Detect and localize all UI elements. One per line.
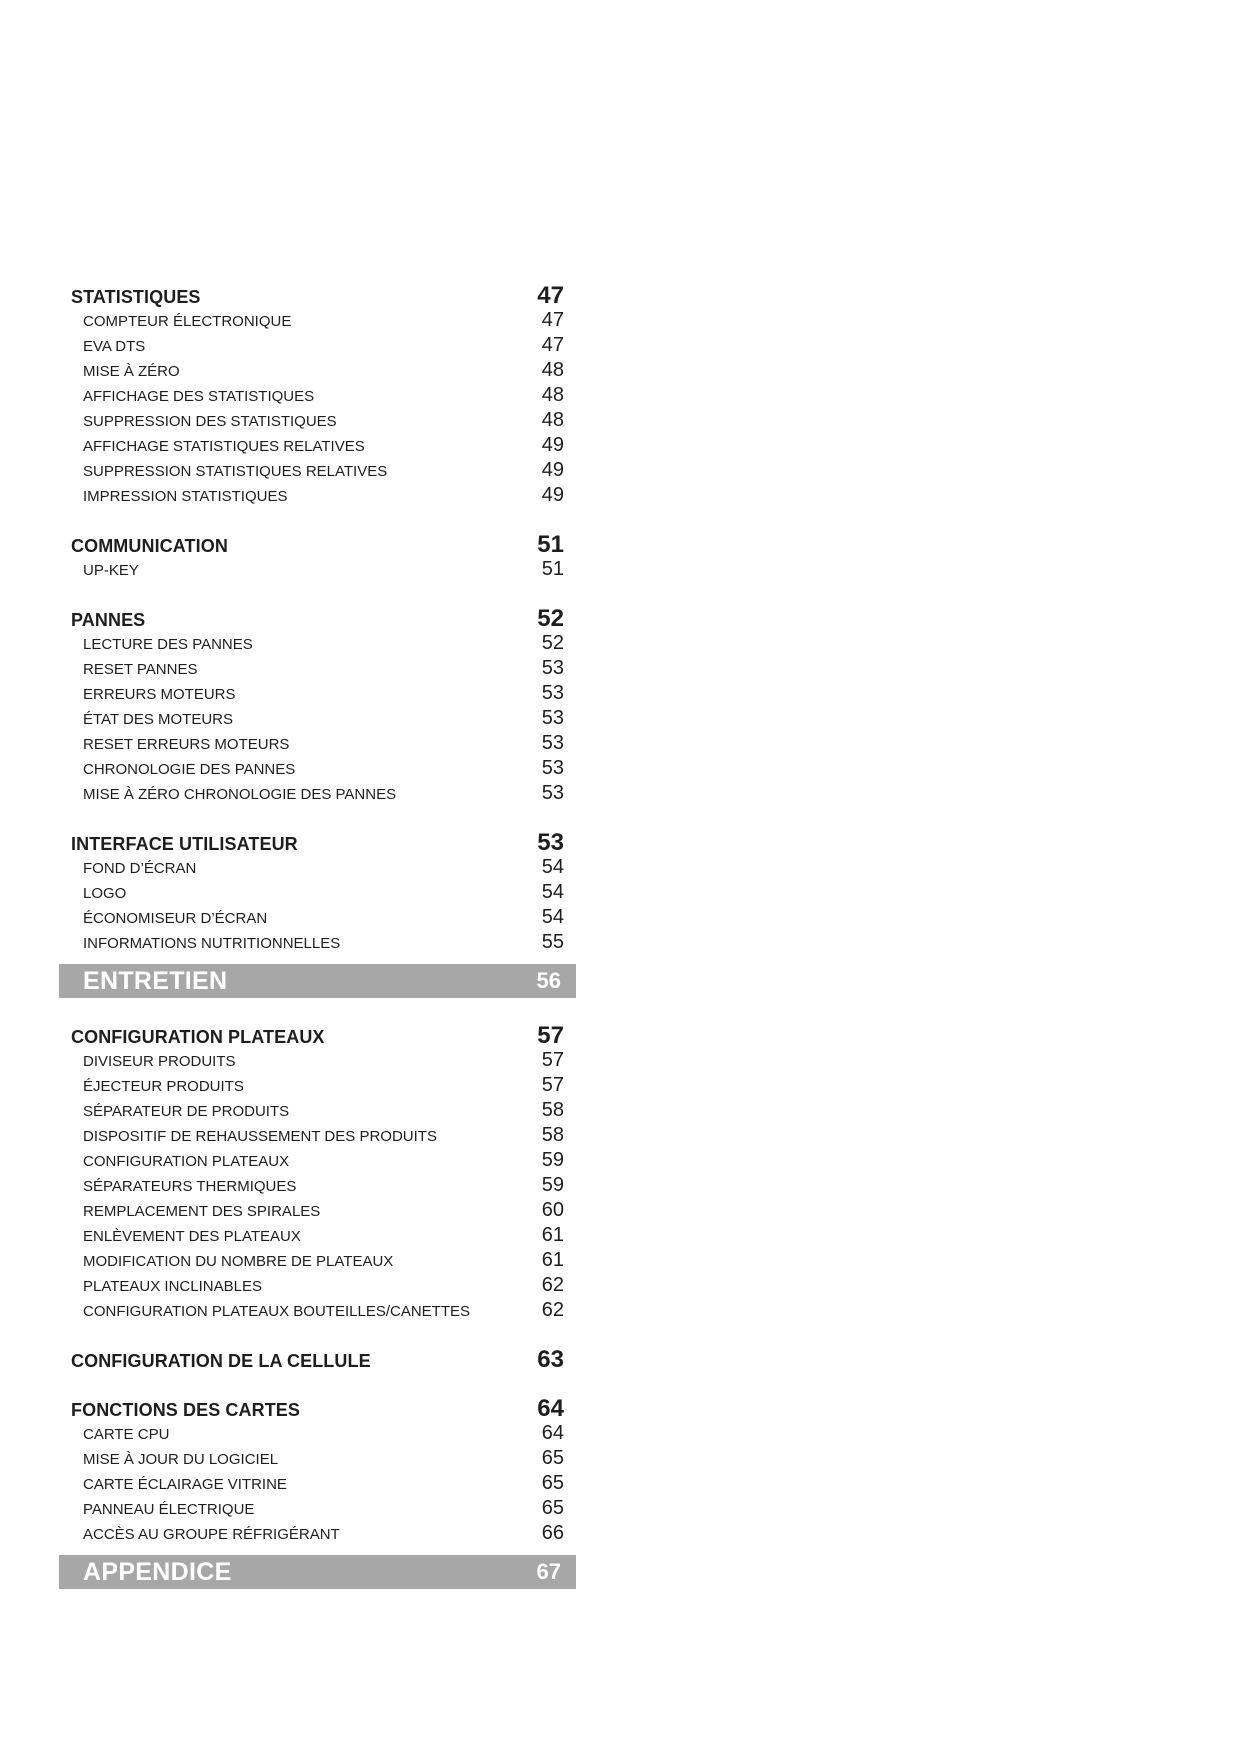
toc-section-entry[interactable]: [59, 1395, 576, 1422]
toc-entry-page-number: 54: [541, 881, 564, 903]
toc-entry-page-number: 53: [537, 829, 564, 856]
toc-entry-title: PANNEAU ÉLECTRIQUE: [83, 1501, 255, 1518]
toc-subsection-entry[interactable]: [59, 309, 576, 334]
toc-entry-page-number: 48: [541, 384, 564, 406]
toc-entry-page-number: 61: [541, 1249, 564, 1271]
toc-entry-title: IMPRESSION STATISTIQUES: [83, 488, 288, 505]
toc-section-entry[interactable]: [59, 282, 576, 309]
toc-subsection-entry[interactable]: [59, 1447, 576, 1472]
toc-subsection-entry[interactable]: [59, 459, 576, 484]
toc-entry-page-number: 64: [537, 1395, 564, 1422]
toc-entry-page-number: 48: [541, 359, 564, 381]
toc-entry-title: RESET ERREURS MOTEURS: [83, 736, 290, 753]
toc-entry-title: PLATEAUX INCLINABLES: [83, 1278, 262, 1295]
toc-subsection-entry[interactable]: [59, 1497, 576, 1522]
toc-entry-title: PANNES: [71, 610, 146, 630]
toc-entry-page-number: 47: [541, 334, 564, 356]
toc-entry-page-number: 65: [541, 1447, 564, 1469]
toc-entry-page-number: 59: [541, 1174, 564, 1196]
toc-entry-title: CONFIGURATION PLATEAUX: [83, 1153, 290, 1170]
toc-entry-title: MODIFICATION DU NOMBRE DE PLATEAUX: [83, 1253, 394, 1270]
toc-section-entry[interactable]: [59, 1346, 576, 1373]
toc-entry-page-number: 49: [541, 484, 564, 506]
toc-entry-page-number: 63: [537, 1346, 564, 1373]
toc-entry-title: CONFIGURATION DE LA CELLULE: [71, 1351, 371, 1371]
toc-subsection-entry[interactable]: [59, 757, 576, 782]
toc-entry-page-number: 57: [541, 1074, 564, 1096]
toc-entry-title: ENLÈVEMENT DES PLATEAUX: [83, 1228, 301, 1245]
toc-subsection-entry[interactable]: [59, 1522, 576, 1547]
toc-entry-title: COMPTEUR ÉLECTRONIQUE: [83, 313, 292, 330]
toc-entry-title: COMMUNICATION: [71, 536, 228, 556]
toc-subsection-entry[interactable]: [59, 334, 576, 359]
toc-entry-title: ÉTAT DES MOTEURS: [83, 711, 234, 728]
toc-subsection-entry[interactable]: [59, 657, 576, 682]
toc-entry-title: DISPOSITIF DE REHAUSSEMENT DES PRODUITS: [83, 1128, 437, 1145]
toc-entry-page-number: 58: [541, 1124, 564, 1146]
toc-entry-page-number: 51: [541, 558, 564, 580]
toc-entry-title: CHRONOLOGIE DES PANNES: [83, 761, 296, 778]
toc-entry-title: ENTRETIEN: [83, 966, 228, 995]
toc-subsection-entry[interactable]: [59, 1149, 576, 1174]
toc-part-band[interactable]: [59, 1555, 576, 1589]
toc-entry-title: UP-KEY: [83, 562, 139, 579]
toc-subsection-entry[interactable]: [59, 484, 576, 509]
toc-entry-title: FOND D’ÉCRAN: [83, 860, 197, 877]
toc-subsection-entry[interactable]: [59, 906, 576, 931]
toc-entry-title: CARTE ÉCLAIRAGE VITRINE: [83, 1476, 287, 1493]
toc-entry-page-number: 54: [541, 856, 564, 878]
toc-entry-page-number: 55: [541, 931, 564, 953]
toc-entry-page-number: 53: [541, 757, 564, 779]
toc-subsection-entry[interactable]: [59, 384, 576, 409]
toc-entry-title: AFFICHAGE DES STATISTIQUES: [83, 388, 315, 405]
toc-subsection-entry[interactable]: [59, 1074, 576, 1099]
toc-entry-title: SUPPRESSION STATISTIQUES RELATIVES: [83, 463, 388, 480]
toc-entry-page-number: 53: [541, 782, 564, 804]
toc-entry-page-number: 65: [541, 1497, 564, 1519]
toc-section-entry[interactable]: [59, 531, 576, 558]
toc-entry-page-number: 52: [537, 605, 564, 632]
toc-entry-title: MISE À ZÉRO CHRONOLOGIE DES PANNES: [83, 786, 397, 803]
toc-entry-title: FONCTIONS DES CARTES: [71, 1400, 301, 1420]
toc-subsection-entry[interactable]: [59, 856, 576, 881]
toc-entry-title: DIVISEUR PRODUITS: [83, 1053, 236, 1070]
toc-entry-title: CONFIGURATION PLATEAUX: [71, 1027, 325, 1047]
toc-entry-title: ÉCONOMISEUR D’ÉCRAN: [83, 910, 268, 927]
toc-entry-page-number: 56: [536, 968, 561, 993]
toc-subsection-entry[interactable]: [59, 1174, 576, 1199]
toc-entry-title: INFORMATIONS NUTRITIONNELLES: [83, 935, 341, 952]
toc-entry-page-number: 47: [537, 282, 564, 309]
toc-subsection-entry[interactable]: [59, 409, 576, 434]
toc-entry-page-number: 66: [541, 1522, 564, 1544]
toc-entry-title: SÉPARATEUR DE PRODUITS: [83, 1103, 290, 1120]
toc-subsection-entry[interactable]: [59, 558, 576, 583]
toc-entry-title: LECTURE DES PANNES: [83, 636, 253, 653]
toc-subsection-entry[interactable]: [59, 1299, 576, 1324]
toc-subsection-entry[interactable]: [59, 707, 576, 732]
toc-subsection-entry[interactable]: [59, 1422, 576, 1447]
toc-entry-title: ÉJECTEUR PRODUITS: [83, 1078, 244, 1095]
toc-entry-title: LOGO: [83, 885, 127, 902]
toc-subsection-entry[interactable]: [59, 1049, 576, 1074]
toc-entry-title: ERREURS MOTEURS: [83, 686, 236, 703]
toc-entry-page-number: 60: [541, 1199, 564, 1221]
toc-entry-page-number: 62: [541, 1274, 564, 1296]
toc-entry-title: REMPLACEMENT DES SPIRALES: [83, 1203, 321, 1220]
toc-entry-page-number: 49: [541, 459, 564, 481]
toc-entry-page-number: 57: [537, 1022, 564, 1049]
toc-entry-page-number: 47: [541, 309, 564, 331]
toc-entry-page-number: 53: [541, 732, 564, 754]
toc-entry-page-number: 57: [541, 1049, 564, 1071]
toc-entry-title: AFFICHAGE STATISTIQUES RELATIVES: [83, 438, 365, 455]
toc-subsection-entry[interactable]: [59, 1274, 576, 1299]
toc-subsection-entry[interactable]: [59, 1472, 576, 1497]
toc-entry-page-number: 58: [541, 1099, 564, 1121]
toc-entry-page-number: 52: [541, 632, 564, 654]
toc-subsection-entry[interactable]: [59, 434, 576, 459]
toc-entry-title: STATISTIQUES: [71, 287, 201, 307]
toc-entry-title: SUPPRESSION DES STATISTIQUES: [83, 413, 337, 430]
toc-subsection-entry[interactable]: [59, 782, 576, 807]
toc-entry-title: CARTE CPU: [83, 1426, 170, 1443]
toc-subsection-entry[interactable]: [59, 1224, 576, 1249]
toc-entry-page-number: 65: [541, 1472, 564, 1494]
toc-entry-title: SÉPARATEURS THERMIQUES: [83, 1178, 297, 1195]
toc-entry-page-number: 53: [541, 707, 564, 729]
toc-entry-title: MISE À JOUR DU LOGICIEL: [83, 1451, 279, 1468]
toc-subsection-entry[interactable]: [59, 931, 576, 956]
toc-subsection-entry[interactable]: [59, 1124, 576, 1149]
toc-subsection-entry[interactable]: [59, 1249, 576, 1274]
toc-entry-title: CONFIGURATION PLATEAUX BOUTEILLES/CANETTES: [83, 1303, 471, 1320]
toc-entry-page-number: 61: [541, 1224, 564, 1246]
toc-entry-title: APPENDICE: [83, 1557, 232, 1586]
toc-entry-page-number: 48: [541, 409, 564, 431]
toc-entry-page-number: 59: [541, 1149, 564, 1171]
toc-entry-title: MISE À ZÉRO: [83, 363, 180, 380]
toc-subsection-entry[interactable]: [59, 1199, 576, 1224]
toc-entry-page-number: 49: [541, 434, 564, 456]
toc-subsection-entry[interactable]: [59, 881, 576, 906]
toc-subsection-entry[interactable]: [59, 359, 576, 384]
toc-entry-page-number: 62: [541, 1299, 564, 1321]
toc-section-entry[interactable]: [59, 605, 576, 632]
toc-subsection-entry[interactable]: [59, 1099, 576, 1124]
toc-entry-page-number: 51: [537, 531, 564, 558]
toc-entry-page-number: 67: [536, 1559, 561, 1584]
toc-subsection-entry[interactable]: [59, 632, 576, 657]
toc-subsection-entry[interactable]: [59, 682, 576, 707]
toc-entry-title: ACCÈS AU GROUPE RÉFRIGÉRANT: [83, 1526, 340, 1543]
toc-section-entry[interactable]: [59, 1022, 576, 1049]
toc-entry-page-number: 53: [541, 657, 564, 679]
toc-entry-title: EVA DTS: [83, 338, 146, 355]
toc-entry-page-number: 54: [541, 906, 564, 928]
table-of-contents: [59, 282, 576, 1589]
toc-entry-page-number: 64: [541, 1422, 564, 1444]
toc-entry-page-number: 53: [541, 682, 564, 704]
toc-part-band[interactable]: [59, 964, 576, 998]
toc-section-entry[interactable]: [59, 829, 576, 856]
toc-subsection-entry[interactable]: [59, 732, 576, 757]
toc-entry-title: RESET PANNES: [83, 661, 198, 678]
toc-entry-title: INTERFACE UTILISATEUR: [71, 834, 298, 854]
